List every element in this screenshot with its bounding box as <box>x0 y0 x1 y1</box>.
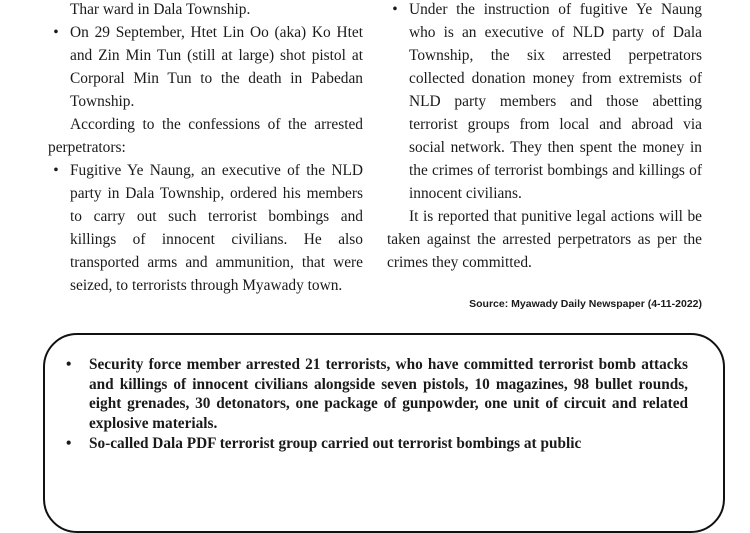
summary-item <box>66 434 688 454</box>
right-bullet-1-text: Under the instruction of fugitive Ye Naung who is an executive of NLD party of Dala Township, the six arrested perpetrators collected donation money from extremists of NLD party members and those abetting terrorist groups from local and abroad via social network. They then spent the money in the crimes of terrorist bombings and killings of innocent civilians. <box>409 1 702 202</box>
bullet-marker: • <box>53 24 59 41</box>
source-citation: Source: Myawady Daily Newspaper (4-11-2022) <box>469 298 702 310</box>
right-column <box>387 0 702 274</box>
bullet-marker: • <box>66 356 72 373</box>
summary-item <box>66 355 688 433</box>
left-paragraph: According to the confessions of the arrested perpetrators: <box>48 116 363 156</box>
summary-item-2-text: So-called Dala PDF terrorist group carried out terrorist bombings at public <box>89 435 582 452</box>
summary-list <box>66 355 688 455</box>
right-paragraph: It is reported that punitive legal actions will be taken against the arrested perpetrators as per the crimes they committed. <box>387 208 702 271</box>
summary-item-1-text: Security force member arrested 21 terrorists, who have committed terrorist bomb attacks and killings of innocent civilians alongside seven pistols, 10 magazines, 98 bullet rounds, eight grenades, 30 detonators, one package of gunpowder, one unit of circuit and related explosive materials. <box>89 356 688 432</box>
left-column <box>48 0 363 297</box>
right-bullet-item <box>387 0 702 205</box>
bullet-marker: • <box>66 435 72 452</box>
left-continued-line: Thar ward in Dala Township. <box>70 1 251 18</box>
bullet-marker: • <box>392 1 398 18</box>
bullet-marker: • <box>53 162 59 179</box>
left-bullet-2-text: Fugitive Ye Naung, an executive of the NLD party in Dala Township, ordered his members to carry out such terrorist bombings and killings of innocent civilians. He also transported arms and ammunition, that were seized, to terrorists through Myawady town. <box>70 162 363 294</box>
left-bullet-item <box>48 21 363 113</box>
left-bullet-1-text: On 29 September, Htet Lin Oo (aka) Ko Htet and Zin Min Tun (still at large) shot pistol at Corporal Min Tun to the death in Pabedan Township. <box>70 24 363 110</box>
left-bullet-item <box>48 159 363 297</box>
